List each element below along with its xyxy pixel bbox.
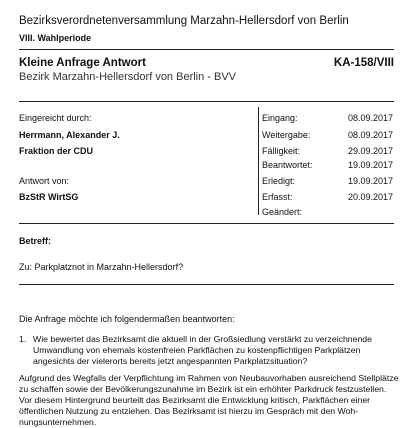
due-label: Fälligkeit: [262, 146, 301, 156]
title-divider [19, 101, 394, 102]
forwarded-label: Weitergabe: [262, 130, 311, 140]
subject-text: Zu: Parkplatznot in Marzahn-Hellersdorf? [19, 262, 184, 272]
document-id: KA-158/VIII [333, 57, 394, 69]
recorded-date: 20.09.2017 [347, 192, 393, 202]
document-subtitle: Bezirk Marzahn-Hellersdorf von Berlin - BVV [19, 71, 237, 83]
answerer-name: BzStR WirtSG [19, 192, 79, 202]
intro-text: Die Anfrage möchte ich folgendermaßen beantworten: [19, 314, 235, 324]
meta-divider [19, 223, 394, 224]
received-date: 08.09.2017 [347, 113, 393, 123]
received-label: Eingang: [262, 113, 298, 123]
header-divider [19, 49, 394, 50]
modified-label: Geändert: [262, 207, 303, 217]
answered-label: Beantwortet: [262, 160, 313, 170]
answer-by-label: Antwort von: [19, 176, 70, 186]
recorded-label: Erfasst: [262, 192, 293, 202]
subject-label: Betreff: [19, 236, 52, 246]
meta-column-divider [258, 107, 259, 215]
institution-name: Bezirksverordnetenversammlung Marzahn-Hellersdorf von Berlin [19, 15, 349, 27]
subject-divider [19, 284, 394, 285]
completed-label: Erledigt: [262, 176, 296, 186]
answer-paragraph: Aufgrund des Wegfalls der Verpflichtung im Rahmen von Neubauvorhaben ausreichend Stellplätze zu schaffen sowie der Bevölkerungszunahme im Bezirk ist ein erhöhter Parkdruck festzustellen. Vor diesem Hintergrund beurteilt das Bezirksamt die Entwicklung kritisch, Parkflächen einer öffentlichen Nutzung zu entziehen. Das Bezirksamt ist hierzu im Gespräch mit den Woh-nungsunternehmen. [19, 373, 399, 427]
due-date: 29.09.2017 [347, 146, 393, 156]
answered-date: 19.09.2017 [347, 160, 393, 170]
document-type: Kleine Anfrage Antwort [19, 57, 146, 69]
forwarded-date: 08.09.2017 [347, 130, 393, 140]
completed-date: 19.09.2017 [347, 176, 393, 186]
question-text: Wie bewertet das Bezirksamt die aktuell in der Großsiedlung verstärkt zu verzeichnende Umwandlung von ehemals kostenfreien Parkflächen zu kostenpflichtigen Parkplätzen angesichts der vielerorts bereits jetzt angespannten Parkplatzsituation? [33, 334, 372, 366]
legislative-period: VIII. Wahlperiode [19, 33, 92, 43]
submitter-name: Herrmann, Alexander J. [19, 130, 120, 140]
faction-name: Fraktion der CDU [19, 146, 94, 156]
question-number: 1. [19, 334, 27, 344]
submitted-by-label: Eingereicht durch: [19, 113, 92, 123]
